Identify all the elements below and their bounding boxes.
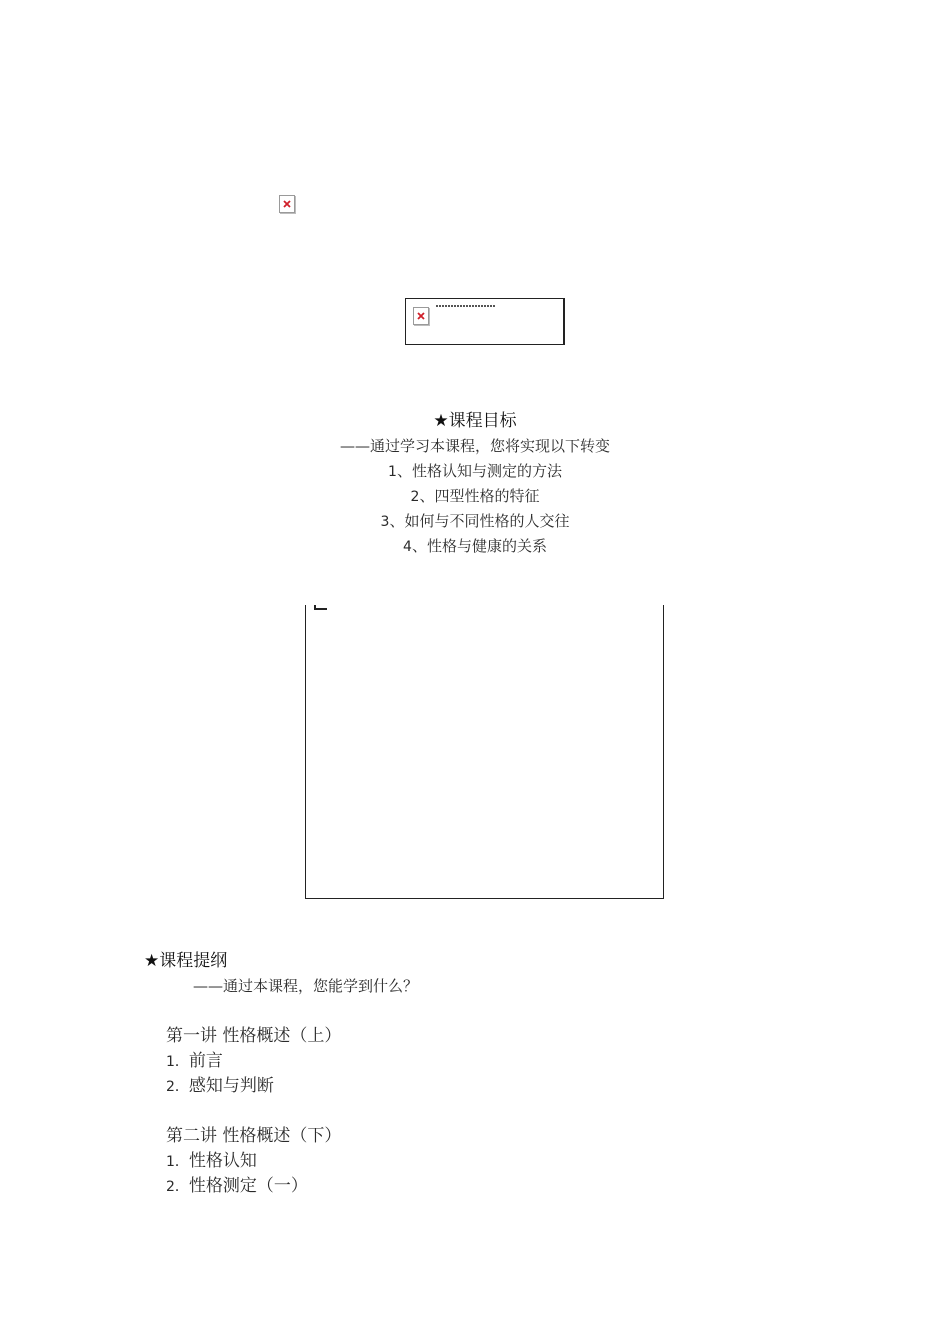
lecture-item: 1．前言	[166, 1051, 223, 1071]
objectives-heading: ★课程目标	[433, 411, 517, 431]
image-caption-scribble	[436, 305, 496, 307]
objectives-subheading: ——通过学习本课程，您将实现以下转变	[339, 437, 610, 455]
lecture-item: 1．性格认知	[166, 1151, 257, 1171]
lecture-item: 2．感知与判断	[166, 1076, 274, 1096]
objective-item: 2、四型性格的特征	[410, 487, 540, 505]
outline-subheading: ——通过本课程，您能学到什么？	[193, 977, 419, 995]
lecture-item: 2．性格测定（一）	[166, 1176, 308, 1196]
broken-image-icon	[279, 195, 295, 213]
lecture-title: 第一讲 性格概述（上）	[166, 1026, 342, 1046]
image-frame-large	[305, 605, 664, 899]
image-frame-small	[405, 298, 565, 345]
lecture-title: 第二讲 性格概述（下）	[166, 1126, 342, 1146]
objective-item: 4、性格与健康的关系	[403, 537, 547, 555]
image-corner-mark	[314, 605, 327, 610]
objective-item: 1、性格认知与测定的方法	[388, 462, 562, 480]
objective-item: 3、如何与不同性格的人交往	[380, 512, 570, 530]
broken-image-icon	[413, 307, 429, 325]
outline-heading: ★课程提纲	[144, 951, 228, 971]
